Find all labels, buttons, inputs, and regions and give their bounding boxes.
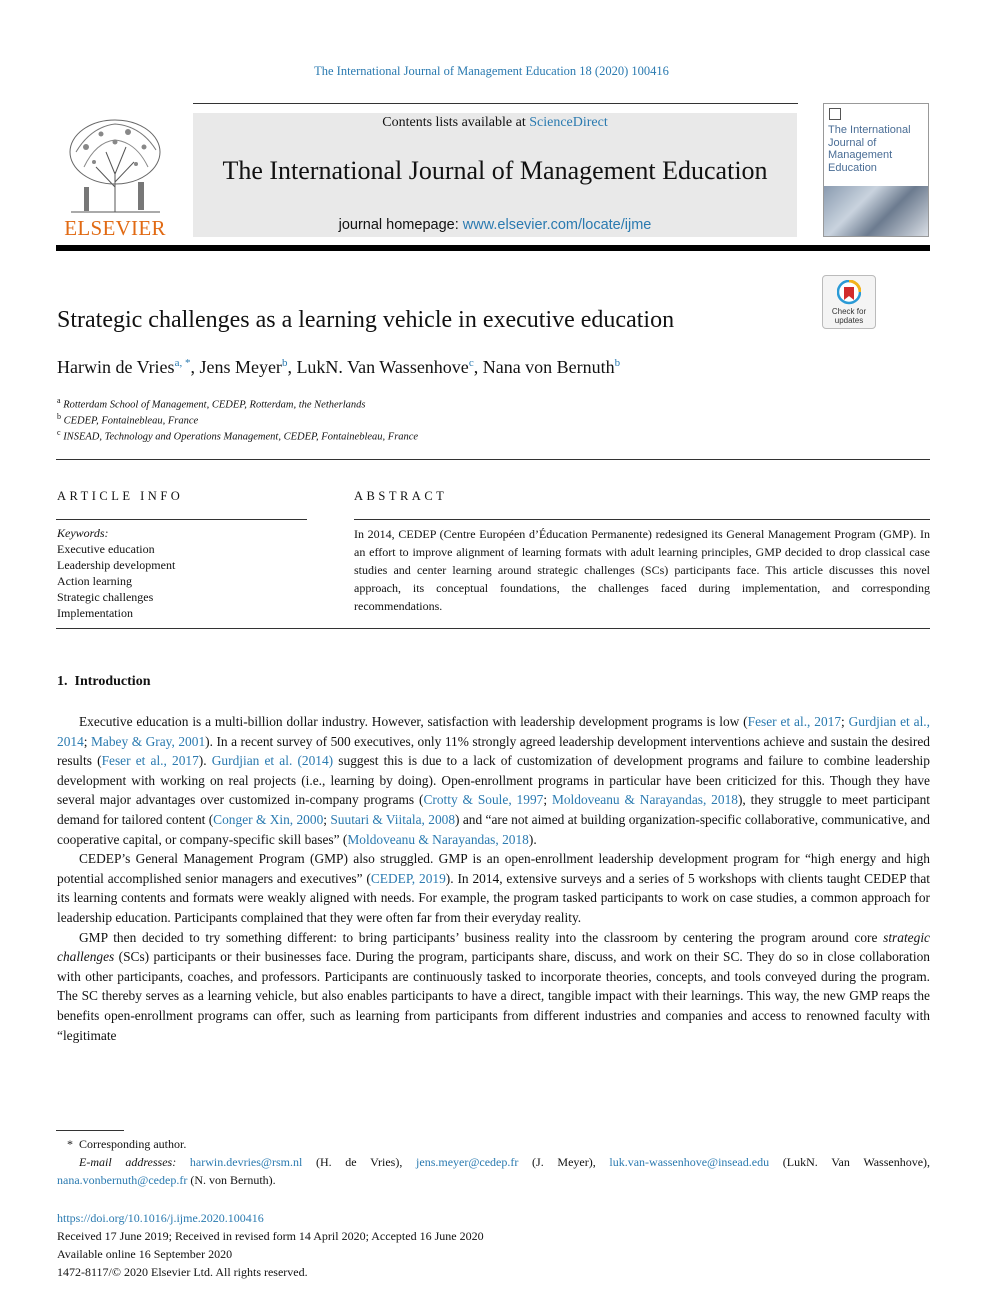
bookmark-ribbon-icon (837, 280, 861, 306)
email-addresses (57, 1153, 930, 1189)
citation-link[interactable]: Feser et al., 2017 (747, 714, 842, 729)
cover-badge-icon (829, 108, 841, 120)
keyword[interactable]: Action learning (57, 574, 132, 588)
citation-link[interactable]: Feser et al., 2017 (101, 753, 199, 769)
citation-link[interactable]: Conger & Xin, 2000 (213, 811, 324, 827)
body-text: Executive education is a multi-billion dollar industry. However, satisfaction with leadership development programs is low ( (79, 714, 748, 729)
citation-link[interactable]: Gurdjian et al., 2014 (57, 714, 930, 749)
homepage-link[interactable]: www.elsevier.com/locate/ijme (462, 217, 652, 233)
body-text: GMP then decided to try something different: to bring participants’ business reality into the classroom by centering the program around core (79, 929, 884, 945)
check-for-updates-label: Check for updates (831, 307, 867, 325)
body-paragraph (57, 928, 930, 1046)
keyword[interactable]: Leadership development (57, 558, 176, 572)
introduction-body (57, 712, 930, 1045)
email-owner: (N. von Bernuth). (187, 1173, 276, 1187)
body-text: ; (841, 714, 849, 729)
body-text: ). (198, 753, 212, 769)
homepage-prefix: journal homepage: (338, 217, 463, 233)
publication-info (57, 1209, 484, 1281)
affiliation-text: INSEAD, Technology and Operations Management, CEDEP, Fontainebleau, France (63, 431, 419, 443)
author-name[interactable]: Nana von Bernuth (482, 357, 615, 377)
emphasis-text: strategic challenges (57, 929, 930, 965)
author-name[interactable]: LukN. Van Wassenhove (296, 357, 469, 377)
email-link[interactable]: luk.van-wassenhove@insead.edu (609, 1155, 770, 1169)
footnotes (57, 1135, 930, 1189)
header-thick-rule (56, 245, 930, 251)
citation-link[interactable]: Moldoveanu & Narayandas, 2018 (551, 792, 738, 808)
keywords-block (57, 525, 175, 621)
running-header[interactable]: The International Journal of Management Education 18 (2020) 100416 (314, 64, 669, 78)
footnote-rule (56, 1130, 124, 1131)
body-text: ; (83, 733, 92, 749)
citation-link[interactable]: Crotty & Soule, 1997 (423, 792, 544, 808)
divider-rule (56, 628, 930, 629)
author-name[interactable]: Harwin de Vries (57, 357, 175, 377)
doi-link[interactable]: https://doi.org/10.1016/j.ijme.2020.100416 (57, 1211, 264, 1225)
article-info-heading: ARTICLE INFO (57, 489, 184, 503)
check-for-updates-button[interactable] (822, 275, 876, 329)
elsevier-wordmark: ELSEVIER (64, 216, 166, 240)
body-text: ). In a recent survey of 500 executives, only 11% strongly agreed leadership development interventions achieve and sustain the desired results ( (57, 733, 930, 769)
citation-link[interactable]: Suutari & Viitala, 2008 (330, 811, 456, 827)
author-affiliation-marker[interactable]: b (614, 357, 621, 369)
abstract-text: In 2014, CEDEP (Centre Européen d’Éducation Permanente) redesigned its General Management Program (GMP). In an effort to improve alignment of learning formats with adult learning principles, GMP decided to drop classical case studies and center learning around strategic challenges (SCs) participants face. This article discusses this novel approach, its conceptual foundations, the challenges faced during implementation, and corresponding recommendations. (354, 527, 930, 613)
citation-link[interactable]: Gurdjian et al. (2014) (211, 753, 334, 769)
journal-title: The International Journal of Management Education (222, 156, 768, 185)
citation-link[interactable]: Moldoveanu & Narayandas, 2018 (347, 831, 529, 847)
section-title: Introduction (74, 674, 151, 689)
author-affiliation-marker[interactable]: a, * (174, 357, 191, 369)
abstract-heading: ABSTRACT (354, 489, 448, 503)
body-text: ), they struggle to meet participant demand for tailored content ( (57, 792, 930, 827)
affiliation-key: b (57, 412, 61, 421)
body-text: (SCs) participants or their businesses face. During the program, participants share, discuss, and work on their SC. They do so in close collaboration with other participants, coaches, and professors. Participants are continuously tasked to incorporate theories, concepts, and tools conveyed during the program. The SC thereby serves as a learning vehicle, but also enables participants to have a direct, tangible impact with their learnings. This way, the new GMP reaps the benefits open-enrollment programs can offer, such as learning from participants from different industries and companies and access to renowned faculty with “legitimate (57, 949, 930, 1043)
email-link[interactable]: nana.vonbernuth@cedep.fr (57, 1173, 188, 1187)
article-title: Strategic challenges as a learning vehicle in executive education (57, 307, 675, 333)
affiliation-c (57, 428, 418, 443)
available-online: Available online 16 September 2020 (57, 1247, 233, 1261)
affiliation-key: c (57, 428, 61, 437)
keyword[interactable]: Strategic challenges (57, 590, 154, 604)
body-text: ). (528, 831, 537, 847)
author-affiliation-marker[interactable]: b (281, 357, 288, 369)
homepage-line (193, 217, 797, 233)
divider-rule (56, 459, 930, 460)
affiliation-text: CEDEP, Fontainebleau, France (63, 415, 199, 427)
email-owner: (J. Meyer), (518, 1155, 610, 1169)
body-text: ) and “are not aimed at building organization-specific collaborative, communicative, and cooperative capital, or company-specific skill bases” ( (57, 811, 930, 847)
body-text: ; (543, 792, 552, 808)
affiliation-a (57, 396, 366, 411)
email-owner: (LukN. Van Wassenhove), (769, 1155, 931, 1169)
body-text: ). In 2014, extensive surveys and a series of 5 workshops with clients taught CEDEP that its learning contents and formats were weakly aligned with needs. For example, the program tasked participants to work on case studies, a common approach for leadership education. Participants complained that they were often far from their everyday reality. (57, 870, 930, 925)
sciencedirect-link[interactable]: ScienceDirect (529, 115, 608, 130)
copyright-line: 1472-8117/© 2020 Elsevier Ltd. All rights reserved. (57, 1265, 308, 1279)
banner-top-rule (193, 103, 798, 104)
author-name[interactable]: Jens Meyer (199, 357, 282, 377)
email-link[interactable]: jens.meyer@cedep.fr (416, 1155, 519, 1169)
corresponding-author-note (57, 1135, 930, 1153)
contents-prefix: Contents lists available at (382, 115, 530, 130)
affiliation-key: a (57, 396, 61, 405)
affiliation-b (57, 412, 198, 427)
citation-link[interactable]: CEDEP, 2019 (370, 870, 446, 886)
keyword[interactable]: Implementation (57, 606, 133, 620)
author-affiliation-marker[interactable]: c (468, 357, 474, 369)
citation-link[interactable]: Mabey & Gray, 2001 (91, 733, 206, 749)
keyword[interactable]: Executive education (57, 542, 155, 556)
corresponding-marker: * (67, 1137, 73, 1151)
corresponding-text: Corresponding author. (79, 1137, 187, 1151)
cover-title: The International Journal of Management Education (828, 124, 911, 174)
journal-cover-thumbnail[interactable] (823, 103, 929, 237)
article-info-rule (56, 519, 307, 520)
cover-artwork (824, 186, 928, 236)
keywords-label: Keywords: (57, 526, 109, 540)
abstract-rule (354, 519, 930, 520)
section-heading (57, 674, 150, 690)
body-paragraph (57, 849, 930, 927)
body-text: CEDEP’s General Management Program (GMP) also struggled. GMP is an open-enrollment leadership development program for “high energy and high potential accomplished senior managers and executives” ( (57, 851, 930, 886)
affiliation-text: Rotterdam School of Management, CEDEP, Rotterdam, the Netherlands (63, 399, 366, 411)
body-paragraph (57, 712, 930, 849)
section-number: 1. (57, 674, 68, 689)
body-text: ; (323, 811, 331, 827)
body-text: suggest this is due to a lack of customization of development programs and failure to combine leadership development with working on real projects (i.e., learning by doing). Open-enrollment programs in particular have been criticized for this. Though they have several major advantages over customized in-company programs ( (57, 753, 930, 808)
author-list: Harwin de Vries$^{a, *}$, Jens Meyer$^b$, LukN. Van Wassenhove$^c$, Nana von Bernuth$^b$ (57, 357, 621, 377)
email-label: E-mail addresses: (79, 1155, 177, 1169)
received-dates: Received 17 June 2019; Received in revised form 14 April 2020; Accepted 16 June 2020 (57, 1229, 484, 1243)
contents-line (193, 115, 797, 131)
email-owner: (H. de Vries), (302, 1155, 417, 1169)
email-link[interactable]: harwin.devries@rsm.nl (189, 1155, 303, 1169)
